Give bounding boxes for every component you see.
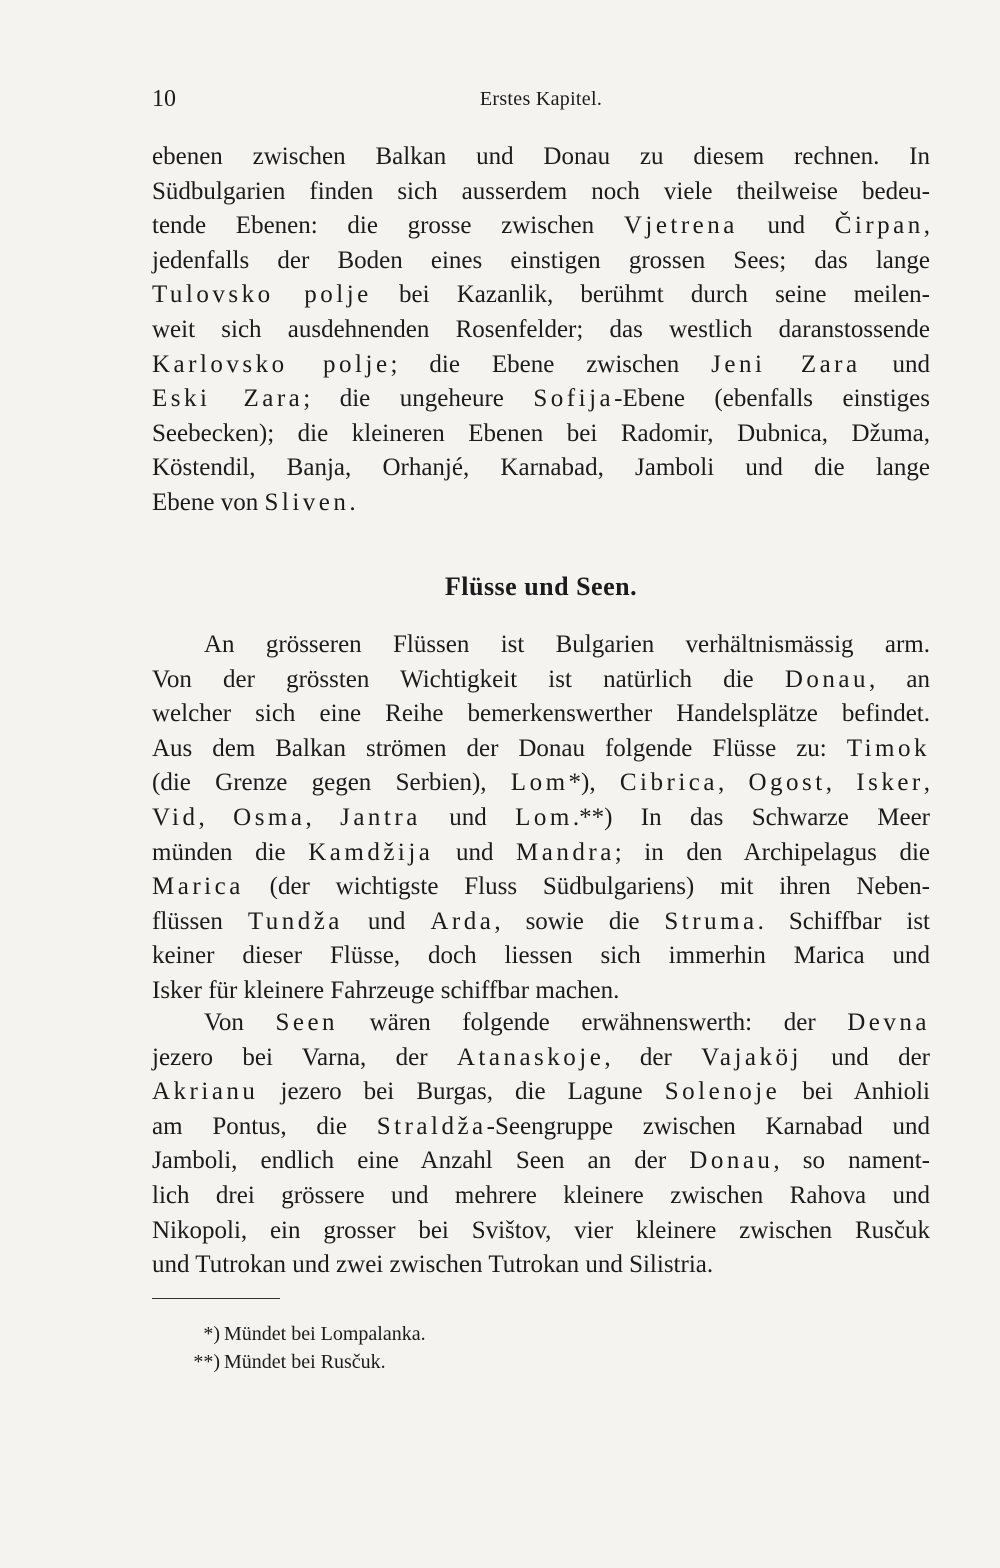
spaced-name: Jantra [340, 803, 421, 831]
spaced-name: Timok [846, 734, 930, 762]
page-number: 10 [152, 86, 176, 112]
paragraph-rivers [152, 628, 930, 1009]
text-line: Jamboli, endlich eine Anzahl Seen an der Donau, so nament- [152, 1147, 931, 1175]
spaced-name: Arda [430, 907, 495, 935]
text-line: Marica (der wichtigste Fluss Südbulgariens) mit ihren Neben- [152, 873, 930, 901]
spaced-name: Vajaköj [701, 1043, 802, 1071]
paragraph-lakes [152, 1006, 930, 1283]
spaced-name: Solenoje [664, 1078, 781, 1106]
spaced-name: Karlovsko polje [152, 350, 391, 378]
text-line: Ebene von Sliven. [152, 488, 356, 516]
spaced-name: Devna [847, 1009, 930, 1036]
spaced-name: Tundža [247, 907, 343, 935]
footnote-text: Mündet bei Lompalanka. [224, 1323, 426, 1345]
spaced-name: Straldža [376, 1112, 487, 1140]
text-line: flüssen Tundža und Arda, sowie die Struma. Schiffbar ist [152, 907, 930, 935]
text-line: Von Seen wären folgende erwähnenswerth: der Devna [204, 1009, 930, 1036]
spaced-name: Marica [152, 873, 244, 901]
spaced-name: Atanaskoje [456, 1043, 605, 1071]
spaced-name: Mandra [516, 838, 615, 866]
text-line: keiner dieser Flüsse, doch liessen sich immerhin Marica und [152, 942, 930, 970]
text-line: Vid, Osma, Jantra und Lom.**) In das Schwarze Meer [152, 803, 931, 831]
spaced-name: Cibrica [619, 769, 718, 797]
text-line: Karlovsko polje; die Ebene zwischen Jeni Zara und [152, 350, 931, 378]
footnote-text: Mündet bei Rusčuk. [224, 1351, 386, 1373]
text-line: ebenen zwischen Balkan und Donau zu diesem rechnen. In [152, 143, 930, 170]
spaced-name: Lom [510, 769, 569, 797]
spaced-name: Akrianu [152, 1078, 259, 1106]
text-line: und Tutrokan und zwei zwischen Tutrokan und Silistria. [152, 1251, 714, 1279]
text-line: am Pontus, die Straldža-Seengruppe zwischen Karnabad und [152, 1112, 930, 1140]
spaced-name: Isker [856, 769, 924, 797]
footnote-2 [186, 1348, 426, 1376]
spaced-name: Sofija [533, 385, 615, 413]
spaced-name: Donau [689, 1147, 774, 1175]
text-line: münden die Kamdžija und Mandra; in den Archipelagus die [152, 838, 930, 866]
spaced-name: Ogost [748, 769, 826, 797]
text-line: jedenfalls der Boden eines einstigen grossen Sees; das lange [152, 246, 930, 274]
spaced-name: Tulovsko polje [152, 281, 372, 309]
text-line: welcher sich eine Reihe bemerkenswerther Handelsplätze befindet. [152, 700, 930, 728]
spaced-name: Jeni Zara [711, 350, 861, 378]
text-line: Nikopoli, ein grosser bei Svištov, vier kleinere zwischen Rusčuk [152, 1216, 930, 1244]
text-line: Eski Zara; die ungeheure Sofija-Ebene (ebenfalls einstiges [152, 385, 930, 413]
text-line: tende Ebenen: die grosse zwischen Vjetrena und Čirpan, [152, 212, 930, 240]
paragraph-plains [152, 140, 930, 521]
text-line: jezero bei Varna, der Atanaskoje, der Vajaköj und der [152, 1043, 930, 1071]
spaced-name: Struma [664, 907, 758, 935]
text-line: Isker für kleinere Fahrzeuge schiffbar machen. [152, 976, 620, 1004]
spaced-name: Osma [233, 803, 306, 831]
text-line: Von der grössten Wichtigkeit ist natürlich die Donau, an [152, 665, 930, 693]
spaced-name: Vid [152, 803, 199, 831]
running-head: Erstes Kapitel. [479, 88, 603, 110]
text-line: Köstendil, Banja, Orhanjé, Karnabad, Jamboli und die lange [152, 454, 930, 482]
text-line: Aus dem Balkan strömen der Donau folgende Flüsse zu: Timok [152, 734, 930, 762]
text-line: Akrianu jezero bei Burgas, die Lagune Solenoje bei Anhioli [152, 1078, 930, 1106]
text-line: Südbulgarien finden sich ausserdem noch viele theilweise bedeu- [152, 177, 930, 205]
footnote-marker: **) [193, 1351, 220, 1373]
text-line: (die Grenze gegen Serbien), Lom*), Cibrica, Ogost, Isker, [152, 769, 930, 797]
spaced-name: Čirpan [834, 212, 924, 240]
spaced-name: Vjetrena [623, 212, 738, 240]
text-line: Seebecken); die kleineren Ebenen bei Radomir, Dubnica, Džuma, [152, 419, 930, 447]
spaced-name: Lom [515, 803, 573, 831]
text-line: lich drei grössere und mehrere kleinere zwischen Rahova und [152, 1181, 930, 1209]
spaced-name: Seen [275, 1009, 339, 1036]
footnote-1 [186, 1320, 426, 1348]
footnote-marker: *) [203, 1323, 220, 1345]
spaced-name: Donau [784, 665, 869, 693]
footnote-divider [152, 1298, 280, 1299]
text-line: Tulovsko polje bei Kazanlik, berühmt durch seine meilen- [152, 281, 930, 309]
text-line: weit sich ausdehnenden Rosenfelder; das westlich daranstossende [152, 315, 930, 343]
spaced-name: Kamdžija [308, 838, 434, 866]
footnotes [186, 1320, 426, 1376]
spaced-name: Eski Zara [152, 385, 304, 413]
text-line: An grösseren Flüssen ist Bulgarien verhältnismässig arm. [204, 631, 930, 658]
section-heading: Flüsse und Seen. [444, 572, 638, 601]
page-header [152, 86, 930, 118]
spaced-name: Sliven [264, 488, 350, 516]
